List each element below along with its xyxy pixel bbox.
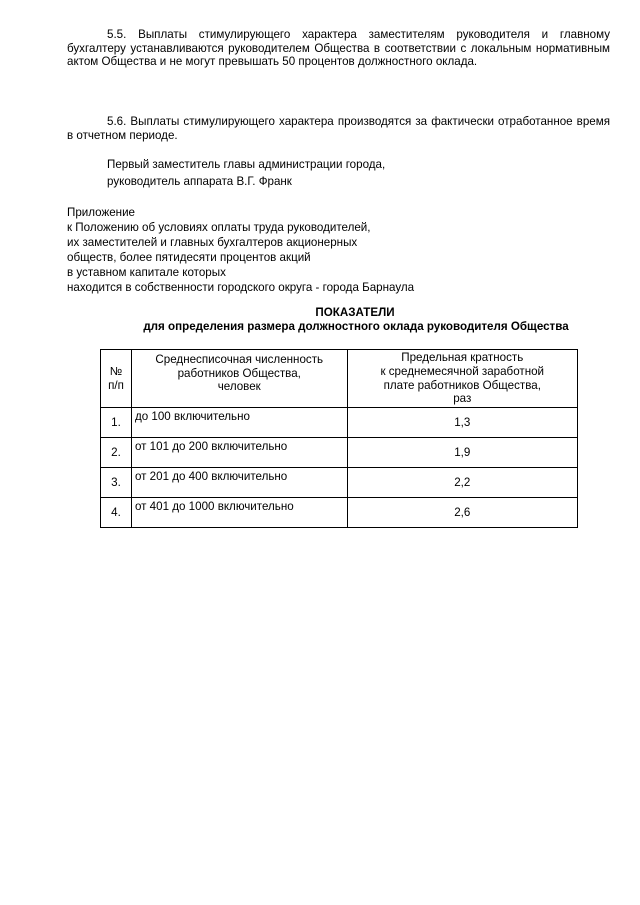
paragraph-5-5 (67, 28, 610, 69)
row-count: от 101 до 200 включительно (131, 438, 347, 468)
table-header-row (101, 350, 578, 408)
paragraph-5-6 (67, 115, 610, 142)
signature-line-2: руководитель аппарата В.Г. Франк (107, 175, 292, 188)
header-num: № п/п (101, 350, 132, 408)
appendix-line: Приложение (67, 206, 136, 219)
appendix-line: их заместителей и главных бухгалтеров акционерных (67, 236, 358, 249)
paragraph-5-6-text: 5.6. Выплаты стимулирующего характера производятся за фактически отработанное время в отчетном периоде. (67, 115, 610, 142)
row-count: от 201 до 400 включительно (131, 468, 347, 498)
row-number: 2. (101, 438, 132, 468)
table-row (101, 438, 578, 468)
table-row (101, 498, 578, 528)
row-ratio: 2,6 (347, 498, 577, 528)
row-number: 3. (101, 468, 132, 498)
appendix-line: обществ, более пятидесяти процентов акций (67, 251, 311, 264)
table-row (101, 468, 578, 498)
paragraph-5-5-text: 5.5. Выплаты стимулирующего характера заместителям руководителя и главному бухгалтеру устанавливаются руководителем Общества в соответствии с локальным нормативным актом Общества и не могут превышать 50 процентов должностного оклада. (67, 28, 610, 69)
table-subtitle: для определения размера должностного оклада руководителя Общества (143, 320, 569, 333)
row-number: 1. (101, 408, 132, 438)
appendix-block (67, 205, 414, 295)
header-count: Среднесписочная численность работников Общества, человек (131, 350, 347, 408)
appendix-line: к Положению об условиях оплаты труда руководителей, (67, 221, 371, 234)
row-ratio: 2,2 (347, 468, 577, 498)
row-ratio: 1,3 (347, 408, 577, 438)
appendix-line: находится в собственности городского округа - города Барнаула (67, 281, 415, 294)
row-ratio: 1,9 (347, 438, 577, 468)
indicators-table (100, 349, 578, 528)
table-title: ПОКАЗАТЕЛИ (315, 306, 395, 319)
row-count: до 100 включительно (131, 408, 347, 438)
header-ratio: Предельная кратность к среднемесячной заработной плате работников Общества, раз (347, 350, 577, 408)
row-count: от 401 до 1000 включительно (131, 498, 347, 528)
signature-line-1: Первый заместитель главы администрации города, (107, 158, 386, 171)
table-row (101, 408, 578, 438)
row-number: 4. (101, 498, 132, 528)
appendix-line: в уставном капитале которых (67, 266, 226, 279)
